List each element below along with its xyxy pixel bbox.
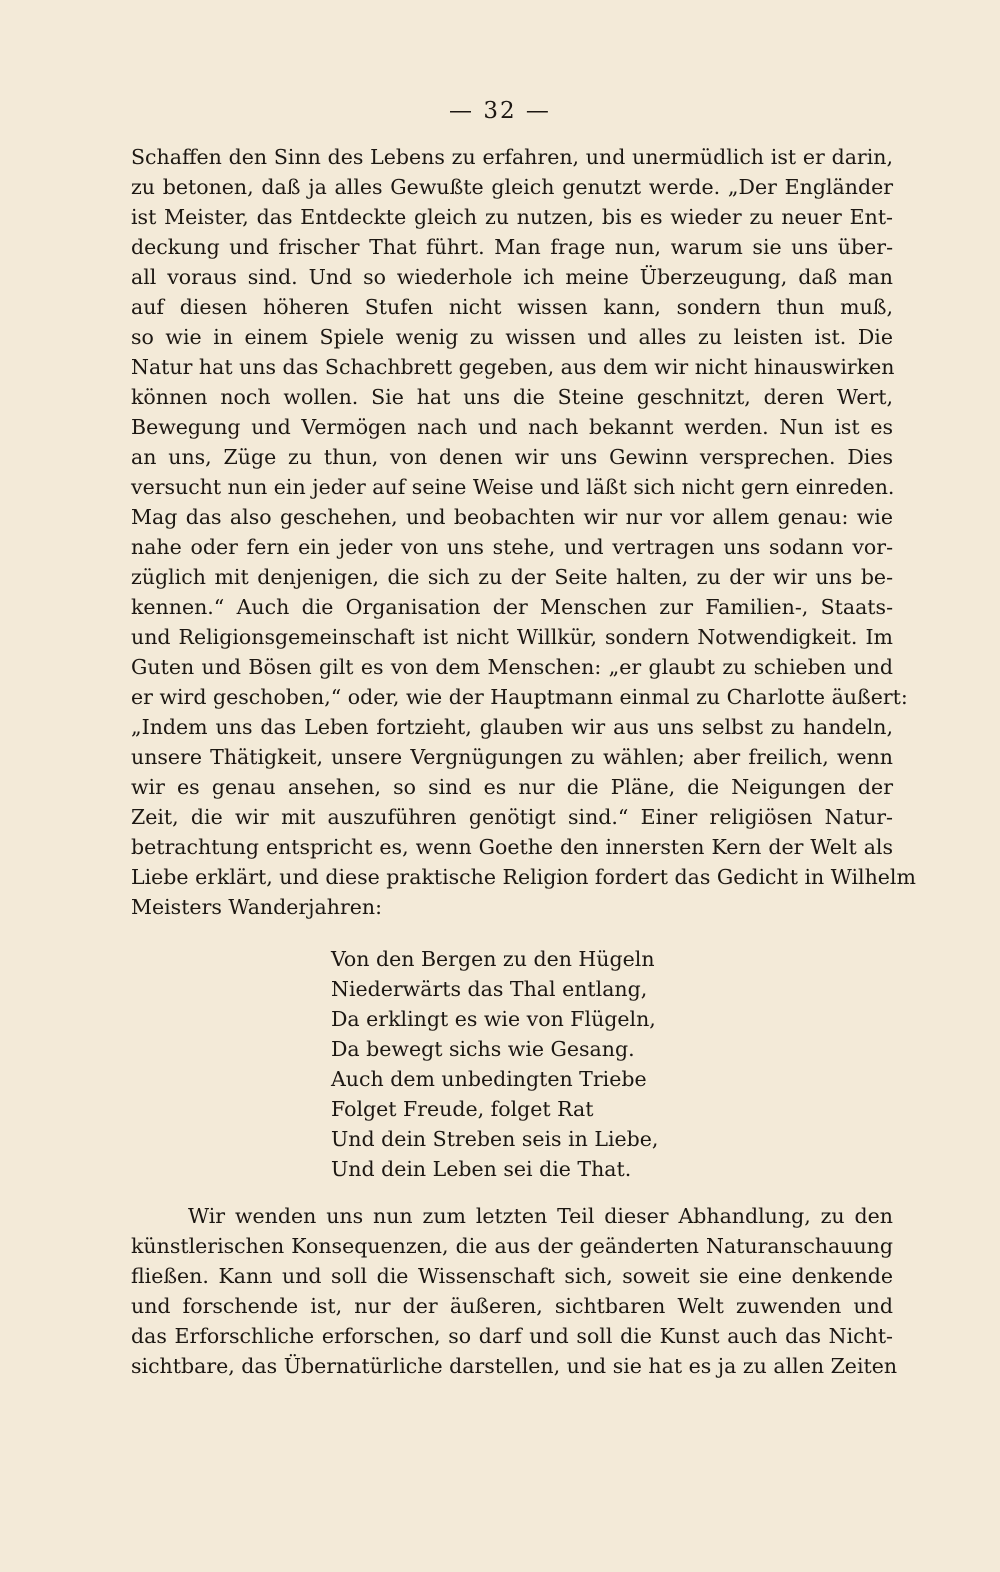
- text-line: Bewegung und Vermögen nach und nach bekannt werden. Nun ist es: [131, 415, 893, 439]
- poem-line: Auch dem unbedingten Triebe: [331, 1067, 647, 1091]
- poem-line: Niederwärts das Thal entlang,: [331, 977, 648, 1001]
- text-line: zu betonen, daß ja alles Gewußte gleich genutzt werde. „Der Engländer: [131, 175, 893, 199]
- text-line: Zeit, die wir mit auszuführen genötigt sind.“ Einer religiösen Natur-: [131, 805, 893, 829]
- text-line: züglich mit denjenigen, die sich zu der Seite halten, zu der wir uns be-: [131, 565, 893, 589]
- text-line: und Religionsgemeinschaft ist nicht Willkür, sondern Notwendigkeit. Im: [131, 625, 893, 649]
- text-line: Wir wenden uns nun zum letzten Teil dieser Abhandlung, zu den: [188, 1204, 893, 1228]
- text-line: künstlerischen Konsequenzen, die aus der geänderten Naturanschauung: [131, 1234, 893, 1258]
- paragraph-2: [131, 1201, 898, 1381]
- page-number: — 32 —: [449, 98, 551, 124]
- text-line: und forschende ist, nur der äußeren, sichtbaren Welt zuwenden und: [131, 1294, 893, 1318]
- text-line: unsere Thätigkeit, unsere Vergnügungen zu wählen; aber freilich, wenn: [131, 745, 893, 769]
- text-line: so wie in einem Spiele wenig zu wissen und alles zu leisten ist. Die: [131, 325, 893, 349]
- text-line: wir es genau ansehen, so sind es nur die Pläne, die Neigungen der: [131, 775, 893, 799]
- poem-line: Von den Bergen zu den Hügeln: [331, 947, 655, 971]
- text-line: Meisters Wanderjahren:: [131, 895, 382, 919]
- poem-line: Da erklingt es wie von Flügeln,: [331, 1007, 656, 1031]
- text-line: an uns, Züge zu thun, von denen wir uns Gewinn versprechen. Dies: [131, 445, 893, 469]
- text-line: all voraus sind. Und so wiederhole ich meine Überzeugung, daß man: [131, 265, 893, 289]
- text-line: fließen. Kann und soll die Wissenschaft sich, soweit sie eine denkende: [131, 1264, 893, 1288]
- text-line: Guten und Bösen gilt es von dem Menschen: „er glaubt zu schieben und: [131, 655, 893, 679]
- text-line: können noch wollen. Sie hat uns die Steine geschnitzt, deren Wert,: [131, 385, 893, 409]
- text-line: Schaffen den Sinn des Lebens zu erfahren, und unermüdlich ist er darin,: [131, 145, 893, 169]
- paragraph-1: [131, 142, 916, 922]
- text-line: Mag das also geschehen, und beobachten wir nur vor allem genau: wie: [131, 505, 893, 529]
- poem-block: [331, 944, 658, 1184]
- poem-line: Und dein Streben seis in Liebe,: [331, 1127, 659, 1151]
- text-line: er wird geschoben,“ oder, wie der Hauptmann einmal zu Charlotte äußert:: [131, 685, 908, 709]
- text-line: das Erforschliche erforschen, so darf und soll die Kunst auch das Nicht-: [131, 1324, 893, 1348]
- text-line: deckung und frischer That führt. Man frage nun, warum sie uns über-: [131, 235, 893, 259]
- text-line: sichtbare, das Übernatürliche darstellen, und sie hat es ja zu allen Zeiten: [131, 1354, 898, 1378]
- poem-line: Da bewegt sichs wie Gesang.: [331, 1037, 635, 1061]
- poem-line: Folget Freude, folget Rat: [331, 1097, 594, 1121]
- text-line: „Indem uns das Leben fortzieht, glauben wir aus uns selbst zu handeln,: [131, 715, 893, 739]
- text-line: versucht nun ein jeder auf seine Weise und läßt sich nicht gern einreden.: [131, 475, 895, 499]
- text-line: betrachtung entspricht es, wenn Goethe den innersten Kern der Welt als: [131, 835, 893, 859]
- poem-line: Und dein Leben sei die That.: [331, 1157, 632, 1181]
- text-line: ist Meister, das Entdeckte gleich zu nutzen, bis es wieder zu neuer Ent-: [131, 205, 893, 229]
- text-line: nahe oder fern ein jeder von uns stehe, und vertragen uns sodann vor-: [131, 535, 893, 559]
- text-line: Natur hat uns das Schachbrett gegeben, aus dem wir nicht hinauswirken: [131, 355, 895, 379]
- text-line: kennen.“ Auch die Organisation der Menschen zur Familien-, Staats-: [131, 595, 893, 619]
- text-line: auf diesen höheren Stufen nicht wissen kann, sondern thun muß,: [131, 295, 893, 319]
- text-line: Liebe erklärt, und diese praktische Religion fordert das Gedicht in Wilhelm: [131, 865, 916, 889]
